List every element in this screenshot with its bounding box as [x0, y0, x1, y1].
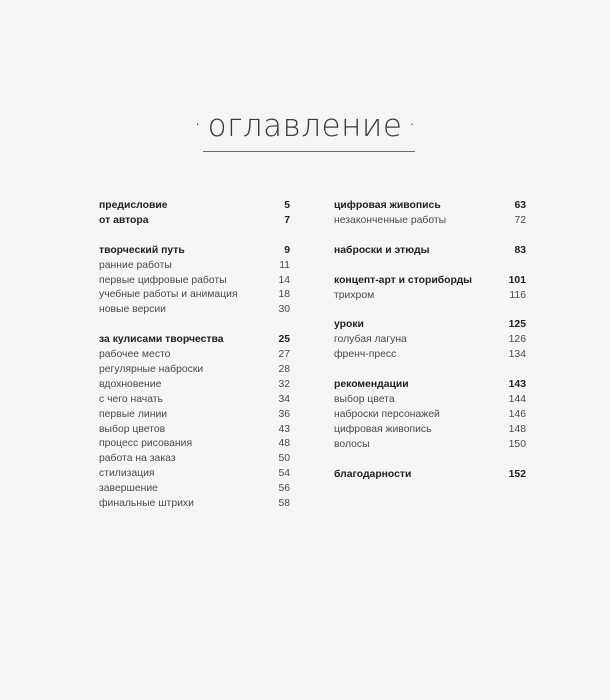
- toc-subentry: [334, 289, 526, 304]
- toc-entry-label: уроки: [334, 319, 364, 331]
- toc-entry-label: предисловие: [99, 200, 168, 211]
- toc-entry-label: вдохновение: [99, 378, 162, 390]
- toc-subentry: [99, 437, 290, 452]
- title-text: оглавление: [207, 108, 403, 144]
- toc-page-number: 58: [278, 498, 290, 510]
- toc-page-number: 63: [514, 200, 526, 211]
- toc-entry-label: новые версии: [99, 304, 166, 316]
- toc-chapter-entry: [334, 318, 526, 333]
- toc-entry-label: концепт-арт и сториборды: [334, 274, 473, 286]
- toc-entry-label: наброски персонажей: [334, 408, 440, 420]
- toc-entry-label: первые линии: [99, 408, 168, 420]
- toc-entry-label: от автора: [99, 214, 149, 226]
- toc-entry-label: регулярные наброски: [99, 364, 204, 376]
- toc-entry-label: завершение: [99, 483, 158, 495]
- title-dot-left: ·: [194, 113, 202, 138]
- toc-page-number: 144: [508, 394, 526, 406]
- toc-page-number: 148: [508, 423, 526, 435]
- toc-entry-label: френч-пресс: [334, 349, 397, 361]
- toc-page-number: 126: [508, 334, 526, 346]
- toc-entry-label: выбор цвета: [334, 394, 395, 406]
- title-underline: [203, 151, 415, 152]
- toc-entry-label: с чего начать: [99, 393, 163, 405]
- title-dot-right: ·: [408, 113, 416, 138]
- toc-entry-label: рекомендации: [334, 379, 409, 391]
- toc-section: [99, 199, 290, 229]
- toc-page-number: 56: [278, 483, 290, 495]
- toc-subentry: [99, 274, 290, 289]
- toc-subentry: [99, 482, 290, 497]
- toc-chapter-entry: [334, 244, 526, 259]
- toc-entry-label: цифровая живопись: [334, 423, 432, 435]
- toc-page-number: 146: [508, 408, 526, 420]
- toc-page-number: 150: [508, 438, 526, 450]
- toc-entry-label: процесс рисования: [99, 438, 193, 450]
- toc-entry-label: голубая лагуна: [334, 334, 407, 346]
- toc-section: [334, 244, 526, 259]
- toc-entry-label: волосы: [334, 438, 370, 450]
- toc-entry-label: рабочее место: [99, 349, 171, 361]
- toc-entry-label: финальные штрихи: [99, 498, 194, 510]
- toc-subentry: [99, 288, 290, 303]
- toc-entry-label: учебные работы и анимация: [99, 289, 238, 301]
- toc-page-number: 28: [278, 364, 290, 376]
- toc-page-number: 48: [278, 438, 290, 450]
- toc-subentry: [99, 467, 290, 482]
- toc-subentry: [334, 333, 526, 348]
- toc-subentry: [99, 348, 290, 363]
- toc-page-number: 11: [279, 259, 290, 271]
- toc-subentry: [99, 259, 290, 274]
- toc-subentry: [334, 214, 526, 229]
- toc-subentry: [334, 393, 526, 408]
- toc-entry-label: трихром: [334, 289, 375, 301]
- toc-page-number: 50: [278, 453, 290, 465]
- toc-left-column: [99, 199, 290, 527]
- toc-entry-label: работа на заказ: [99, 453, 176, 465]
- toc-page-number: 9: [284, 244, 290, 256]
- toc-page-number: 83: [514, 244, 526, 256]
- toc-section: [334, 274, 526, 304]
- toc-subentry: [99, 393, 290, 408]
- toc-chapter-entry: [99, 214, 290, 229]
- toc-right-column: [334, 199, 526, 497]
- toc-section: [334, 378, 526, 452]
- toc-subentry: [99, 363, 290, 378]
- toc-page-number: 43: [278, 423, 290, 435]
- toc-page-number: 143: [508, 379, 526, 391]
- toc-entry-label: творческий путь: [99, 244, 185, 256]
- toc-page-number: 101: [508, 274, 526, 286]
- toc-section: [334, 199, 526, 229]
- toc-subentry: [99, 303, 290, 318]
- toc-entry-label: незаконченные работы: [334, 214, 447, 226]
- toc-subentry: [334, 438, 526, 453]
- toc-page-number: 5: [284, 200, 290, 211]
- toc-page-number: 116: [509, 289, 526, 301]
- toc-section: [334, 468, 526, 483]
- toc-subentry: [99, 497, 290, 512]
- toc-page-number: 152: [508, 468, 526, 480]
- toc-entry-label: наброски и этюды: [334, 244, 430, 256]
- toc-chapter-entry: [334, 274, 526, 289]
- toc-subentry: [99, 378, 290, 393]
- toc-page-number: 34: [278, 393, 290, 405]
- toc-chapter-entry: [334, 199, 526, 214]
- toc-page-number: 72: [514, 214, 526, 226]
- toc-subentry: [99, 423, 290, 438]
- toc-entry-label: за кулисами творчества: [99, 334, 224, 346]
- toc-chapter-entry: [99, 333, 290, 348]
- toc-entry-label: благодарности: [334, 468, 412, 480]
- toc-section: [99, 333, 290, 512]
- toc-subentry: [334, 423, 526, 438]
- toc-section: [334, 318, 526, 363]
- toc-page-number: 14: [278, 274, 290, 286]
- toc-page-number: 27: [278, 349, 290, 361]
- toc-entry-label: цифровая живопись: [334, 200, 441, 211]
- toc-section: [99, 244, 290, 318]
- page-title: [0, 108, 610, 144]
- toc-page-number: 7: [284, 214, 290, 226]
- toc-page-number: 36: [278, 408, 290, 420]
- toc-subentry: [99, 452, 290, 467]
- toc-subentry: [99, 408, 290, 423]
- toc-page-number: 134: [508, 349, 526, 361]
- toc-chapter-entry: [334, 378, 526, 393]
- toc-chapter-entry: [99, 199, 290, 214]
- toc-page-number: 18: [278, 289, 290, 301]
- toc-page-number: 125: [508, 319, 526, 331]
- toc-page-number: 25: [278, 334, 290, 346]
- toc-subentry: [334, 348, 526, 363]
- toc-entry-label: ранние работы: [99, 259, 172, 271]
- toc-page-number: 54: [278, 468, 290, 480]
- toc-entry-label: первые цифровые работы: [99, 274, 227, 286]
- toc-entry-label: выбор цветов: [99, 423, 166, 435]
- toc-chapter-entry: [99, 244, 290, 259]
- toc-page-number: 32: [278, 378, 290, 390]
- toc-chapter-entry: [334, 468, 526, 483]
- toc-entry-label: стилизация: [99, 468, 155, 480]
- toc-page-number: 30: [278, 304, 290, 316]
- toc-subentry: [334, 408, 526, 423]
